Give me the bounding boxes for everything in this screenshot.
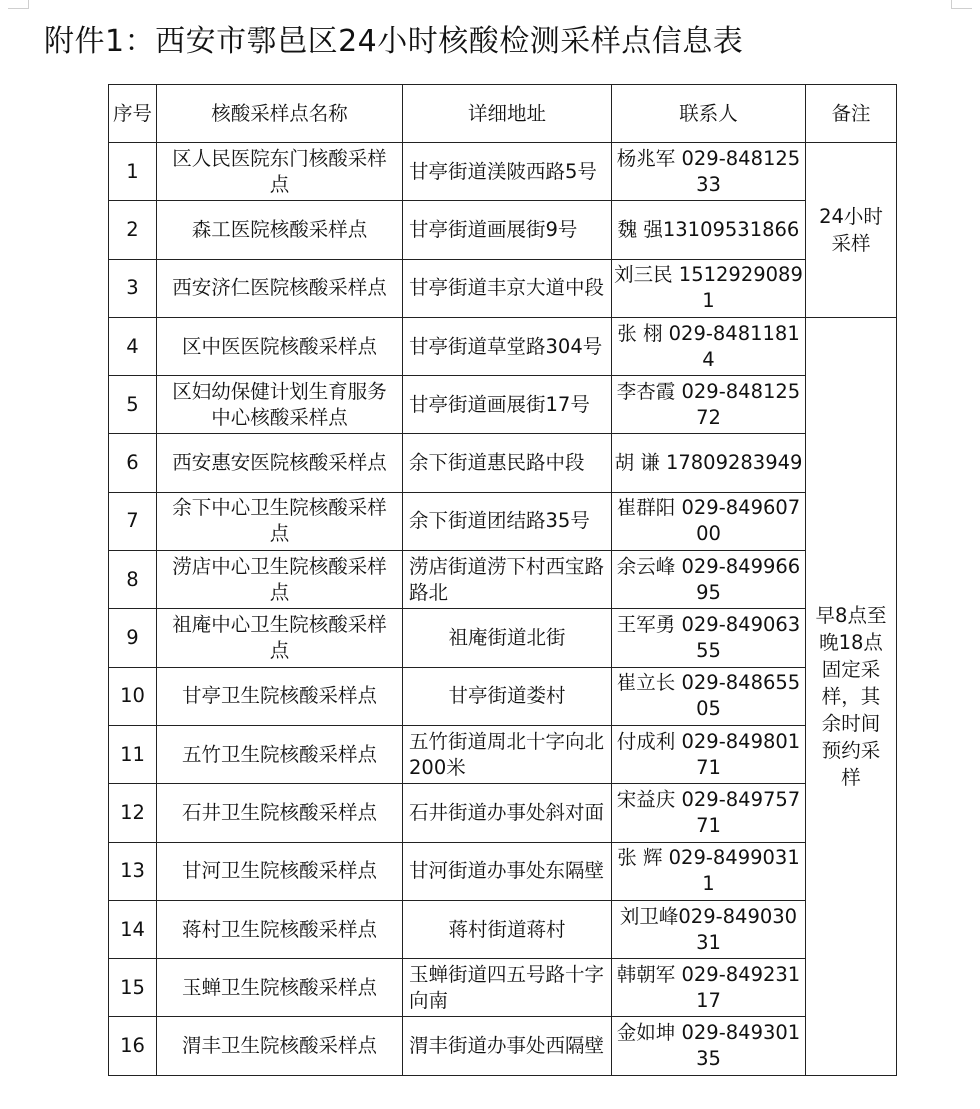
cell-address: 蒋村街道蒋村	[403, 900, 612, 958]
cell-name: 余下中心卫生院核酸采样点	[157, 492, 403, 550]
document-title: 附件1：西安市鄠邑区24小时核酸检测采样点信息表	[44, 24, 744, 59]
cell-address: 石井街道办事处斜对面	[403, 784, 612, 842]
cell-address: 甘河街道办事处东隔壁	[403, 842, 612, 900]
table-row	[109, 667, 897, 725]
cell-name: 祖庵中心卫生院核酸采样点	[157, 609, 403, 667]
cell-contact: 杨兆军 029-84812533	[612, 143, 806, 201]
cell-no: 15	[109, 959, 157, 1017]
cell-no: 1	[109, 143, 157, 201]
table-row	[109, 376, 897, 434]
cell-address: 余下街道惠民路中段	[403, 434, 612, 492]
cell-address: 祖庵街道北街	[403, 609, 612, 667]
page-corner-mark-left	[8, 0, 29, 9]
table-row	[109, 959, 897, 1017]
cell-address: 玉蝉街道四五号路十字向南	[403, 959, 612, 1017]
cell-no: 13	[109, 842, 157, 900]
cell-address: 甘亭街道画展街9号	[403, 201, 612, 259]
cell-contact: 宋益庆 029-84975771	[612, 784, 806, 842]
cell-name: 区中医医院核酸采样点	[157, 317, 403, 375]
header-name: 核酸采样点名称	[157, 85, 403, 143]
cell-address: 五竹街道周北十字向北200米	[403, 725, 612, 783]
cell-name: 五竹卫生院核酸采样点	[157, 725, 403, 783]
cell-contact: 韩朝军 029-84923117	[612, 959, 806, 1017]
sampling-sites-table	[108, 84, 897, 1076]
cell-contact: 李杏霞 029-84812572	[612, 376, 806, 434]
cell-no: 7	[109, 492, 157, 550]
cell-contact: 崔立长 029-84865505	[612, 667, 806, 725]
cell-name: 西安惠安医院核酸采样点	[157, 434, 403, 492]
cell-name: 森工医院核酸采样点	[157, 201, 403, 259]
cell-no: 14	[109, 900, 157, 958]
cell-contact: 付成利 029-84980171	[612, 725, 806, 783]
cell-note-daytime: 早8点至晚18点固定采样，其余时间预约采样	[806, 317, 897, 1075]
table-row	[109, 434, 897, 492]
table-row	[109, 143, 897, 201]
cell-no: 11	[109, 725, 157, 783]
cell-name: 区人民医院东门核酸采样点	[157, 143, 403, 201]
cell-note-24h: 24小时采样	[806, 143, 897, 318]
cell-no: 9	[109, 609, 157, 667]
cell-no: 10	[109, 667, 157, 725]
cell-contact: 胡 谦 17809283949	[612, 434, 806, 492]
cell-no: 2	[109, 201, 157, 259]
cell-contact: 刘三民 15129290891	[612, 259, 806, 317]
cell-address: 余下街道团结路35号	[403, 492, 612, 550]
table-row	[109, 725, 897, 783]
cell-name: 涝店中心卫生院核酸采样点	[157, 551, 403, 609]
cell-contact: 张 辉 029-84990311	[612, 842, 806, 900]
header-note: 备注	[806, 85, 897, 143]
header-contact: 联系人	[612, 85, 806, 143]
table-row	[109, 900, 897, 958]
table-row	[109, 842, 897, 900]
cell-address: 甘亭街道草堂路304号	[403, 317, 612, 375]
cell-address: 甘亭街道渼陂西路5号	[403, 143, 612, 201]
cell-address: 渭丰街道办事处西隔壁	[403, 1017, 612, 1075]
table-row	[109, 492, 897, 550]
cell-name: 蒋村卫生院核酸采样点	[157, 900, 403, 958]
cell-contact: 余云峰 029-84996695	[612, 551, 806, 609]
cell-no: 12	[109, 784, 157, 842]
cell-contact: 崔群阳 029-84960700	[612, 492, 806, 550]
cell-no: 3	[109, 259, 157, 317]
cell-no: 8	[109, 551, 157, 609]
cell-name: 渭丰卫生院核酸采样点	[157, 1017, 403, 1075]
cell-contact: 刘卫峰029-84903031	[612, 900, 806, 958]
cell-no: 5	[109, 376, 157, 434]
cell-name: 区妇幼保健计划生育服务中心核酸采样点	[157, 376, 403, 434]
cell-contact: 金如坤 029-84930135	[612, 1017, 806, 1075]
page-corner-mark-right	[951, 0, 972, 9]
cell-name: 石井卫生院核酸采样点	[157, 784, 403, 842]
header-address: 详细地址	[403, 85, 612, 143]
table-row	[109, 1017, 897, 1075]
cell-contact: 张 栩 029-84811814	[612, 317, 806, 375]
cell-name: 西安济仁医院核酸采样点	[157, 259, 403, 317]
table-row	[109, 551, 897, 609]
cell-no: 4	[109, 317, 157, 375]
table-row	[109, 259, 897, 317]
cell-no: 16	[109, 1017, 157, 1075]
cell-name: 甘河卫生院核酸采样点	[157, 842, 403, 900]
cell-name: 甘亭卫生院核酸采样点	[157, 667, 403, 725]
table-row	[109, 317, 897, 375]
cell-contact: 王军勇 029-84906355	[612, 609, 806, 667]
header-no: 序号	[109, 85, 157, 143]
cell-address: 甘亭街道画展街17号	[403, 376, 612, 434]
cell-name: 玉蝉卫生院核酸采样点	[157, 959, 403, 1017]
cell-no: 6	[109, 434, 157, 492]
cell-address: 涝店街道涝下村西宝路路北	[403, 551, 612, 609]
table-row	[109, 609, 897, 667]
table-row	[109, 201, 897, 259]
table-row	[109, 784, 897, 842]
table-header-row	[109, 85, 897, 143]
cell-contact: 魏 强13109531866	[612, 201, 806, 259]
cell-address: 甘亭街道丰京大道中段	[403, 259, 612, 317]
cell-address: 甘亭街道娄村	[403, 667, 612, 725]
